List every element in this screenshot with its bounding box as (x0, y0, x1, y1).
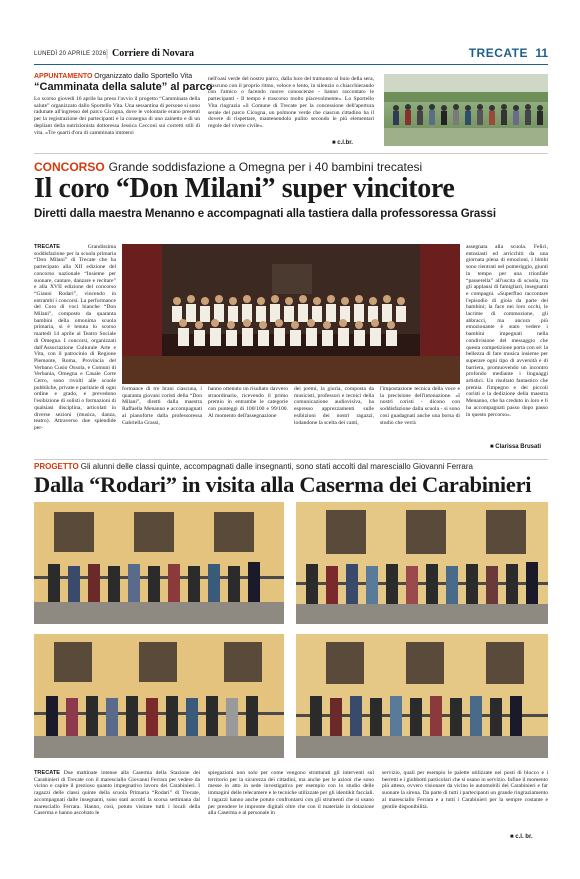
article1-col2: nell'oasi verde del nostro parco, dalla luce del tramonto al buio della sera, ciascuno con il proprio ritmo, veloce o lento, in silenzio o chiacchierando con l'amico o facendo nuove conoscenze - hanno raccontato le partecipanti - Il tempo è trascorso molto piacevolmente». Lo Sportello Vita ringrazia «il Comune di Trecate per la concessione dell'apertura serale del parco Cicogna, un polmone verde che ciascun cittadino ha il dovere di rispettare, mantenendolo pulito secondo le più elementari regole del vivere civile». (208, 76, 374, 129)
article3-col1 (34, 770, 200, 842)
article1-title: “Camminata della salute” al parco (34, 81, 213, 93)
article2-subtitle: Diretti dalla maestra Menanno e accompagnati alla tastiera dalla professoressa Grassi (34, 208, 496, 220)
newspaper-name: Corriere di Novara (112, 48, 195, 59)
article3-kicker: PROGETTO (34, 462, 79, 471)
article2-col6: assegnata alla scuola. Felici, entusiasti ed arricchiti da una giornata piena di emozioni, i bimbi sono rientrati nel pomeriggio, giunti in tempo per una trionfale “passerella” all'uscita di scuola, tra gli applausi di famigliari, insegnanti e compagni. «Superfluo raccontare l'episodio di gioia da parte dei bambini; la face nei loro occhi, le lacrime di commozione, gli abbracci, ma ancora più emozionante è stato vedere i bambini impegnati nella condivisione del messaggio che questa competizione porta con sé: la bellezza di fare musica insieme per superare ogni tipo di avversità e di barriera, promuovendo un incontro profondo mediante i linguaggi artistici. Un risultato fantastico che premia l'impegno e dei piccoli coristi e la dedizione della maestra Menanno, che ha creduto in loro e li ha accompagnati passo dopo passo in questo percorso». (466, 244, 548, 418)
section-city: TRECATE (468, 46, 528, 60)
article1-kicker-rest: Organizzato dallo Sportello Vita (94, 73, 193, 80)
article3-col3: servizio, quali per esempio le palette utilizzate nei posti di blocco e i berretti e i giubbotti particolari che si usano in servizio. Infine il momento più atteso, ovvero visionare da vicino le automobili dei Carabinieri e far suonare la sirena. Da parte di tutti i partecipanti un grande ringraziamento al maresciallo Ferrara e a tutti i Carabinieri per la sempre costante e gentile disponibilità. (382, 770, 548, 810)
article1-kicker-line (34, 72, 192, 80)
choir-photo (122, 244, 460, 384)
article3-lead-word: TRECATE (34, 770, 60, 776)
issue-date: LUNEDÌ 20 APRILE 2026 (34, 51, 107, 57)
article2-col5: l'impostazione tecnica della voce e la precisione dell'intonazione. «I nostri coristi - dicono con soddisfazione dalla scuola - si sono così guadagnati anche una borsa di studio che verrà (380, 386, 460, 426)
divider-2 (34, 459, 548, 460)
article-rodari (34, 462, 548, 842)
article2-col2: formance di tre brani ciascuna, i quaranta giovani coristi della “Don Milani”, diretti dalla maestra Raffaella Menanno e accompagnati al pianoforte dalla professoressa Gabriella Grassi, (122, 386, 202, 426)
carabinieri-photo-2 (296, 502, 548, 624)
masthead (34, 48, 548, 65)
article-camminata (34, 72, 548, 152)
article2-col1-text: Grandissima soddisfazione per la scuola primaria “Don Milani” di Trecate che ha partecipato alla XII edizione del concorso nazionale “Insieme per suonare, cantare, danzare e recitare” e alla XVII edizione del concorso “Gianni Rodari”, vincendo in entrambi i concorsi. La performance del Coro di voci bianche “Don Milani”, composto da quaranta bambini della omonima scuola primaria, si è tenuta lo scorso martedì 14 aprile al Teatro Sociale di Omegna. I concorsi, organizzati dall'Associazione Culturale Arte e Vita, con il patrocinio di Regione Piemonte, Roma, Provincia del Verbano Cusio Ossola, e Comuni di Verbania, Omegna e Casale Corte Cerro, sono rivolti alle scuole pubbliche, private e paritarie di ogni ordine e grado, e prevedono l'esibizione di solisti o formazioni di qualsiasi disciplina, articolati in diverse sezioni (musica, danza, teatro). Attraverso due splendide per- (34, 244, 116, 431)
carabinieri-photo-4 (296, 634, 548, 758)
article1-signature: ■ c.l.br. (332, 140, 353, 146)
article2-kicker-rest: Grande soddisfazione a Omegna per i 40 bambini trecatesi (108, 160, 423, 174)
article2-col4: dei premi, la giuria, composta da musicisti, professori e tecnici della comunicazione audiovisiva, ha espresso apprezzamenti sulle esibizioni dei nostri ragazzi, lodandone la scelta dei canti, (294, 386, 374, 426)
article3-signature: ■ c.l. br. (510, 834, 533, 840)
article2-lead-word: TRECATE (34, 244, 60, 250)
article1-kicker: APPUNTAMENTO (34, 73, 93, 80)
page-number: 11 (535, 46, 548, 60)
article-coro (34, 158, 548, 458)
article1-col1: Lo scorso giovedì 16 aprile ha preso l'avvio il progetto “Camminata della salute” organizzato dallo Sportello Vita. Una sessantina di persone si sono radunate all'ingresso del parco Cicogna, dove le volontarie erano presenti per la registrazione dei partecipanti e la consegna di uno zainetto e di un depliant della nutrizionista dottoressa Jessica Cecconi sui corretti stili di vita. «Tre quarti d'ora di camminata immersi (34, 96, 200, 136)
article3-title: Dalla “Rodari” in visita alla Caserma dei Carabinieri (34, 472, 532, 497)
article2-signature: ■ Clarissa Brusati (490, 444, 541, 450)
divider-1 (34, 153, 548, 154)
carabinieri-photo-3 (34, 634, 284, 758)
article2-kicker: CONCORSO (34, 160, 105, 174)
carabinieri-photo-1 (34, 502, 284, 624)
article3-kicker-line (34, 462, 473, 471)
walk-group-photo (384, 74, 548, 146)
article2-col3: hanno ottenuto un risultato davvero straordinario, ricevendo il primo premio in entrambe le categorie con punteggi di 100/100 e 99/100. Al momento dell'assegnazione (208, 386, 288, 419)
article3-col2: spiegazioni non solo per come vengono strutturati gli interventi sul territorio per la sicurezza dei cittadini, ma anche per le azioni che sono messe in atto in sede investigativa per esempio con lo studio delle immagini delle telecamere e le tecniche utilizzate per gli identikit facciali. I ragazzi hanno anche potuto confrontarsi con gli strumenti che si usano per prendere le impronte digitali oltre che con il materiale in dotazione alla Caserma e al personale in (208, 770, 374, 817)
article2-col1 (34, 244, 116, 454)
article2-title: Il coro “Don Milani” super vincitore (34, 173, 455, 204)
masthead-separator: | (106, 48, 109, 59)
article3-col1-text: Due mattinate intense alla Caserma della Stazione dei Carabinieri di Trecate con il maresciallo Giovanni Ferrara per vedere da vicino e capire il prezioso quanto impegnativo lavoro dei Carabinieri. I ragazzi delle classi quinte della scuola Primaria “Rodari” di Trecate, accompagnati dalle insegnanti, sono stati accolti la scorsa settimana dal maresciallo Ferrara. Hanno, così, potuto visitare tutti i locali della Caserma e hanno ascoltato le (34, 770, 200, 817)
article3-kicker-rest: Gli alunni delle classi quinte, accompagnati dalle insegnanti, sono stati accolti dal maresciallo Giovanni Ferrara (80, 462, 473, 471)
